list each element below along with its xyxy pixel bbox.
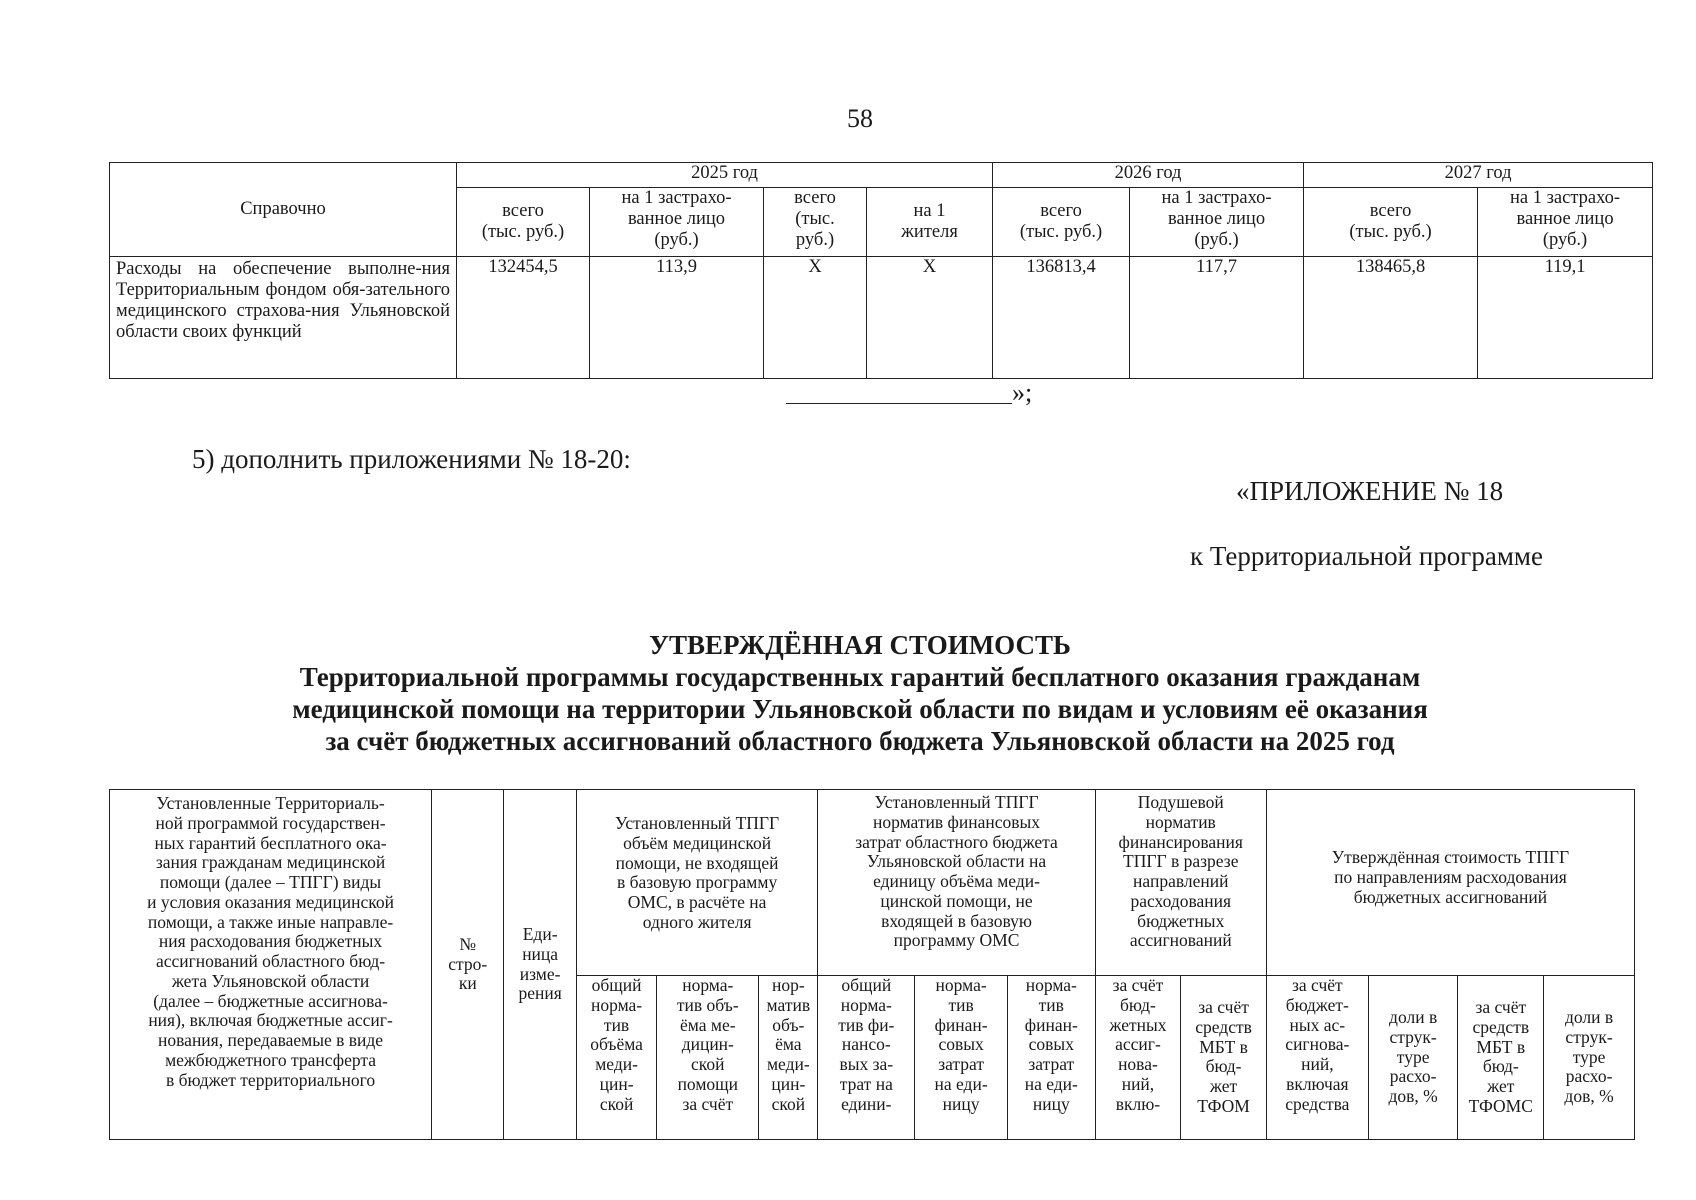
col-2025-total: всего (тыс. руб.) <box>457 188 590 257</box>
row-value: 136813,4 <box>993 257 1130 379</box>
volume-group-header: Установленный ТПГГ объём медицинской помощи, не входящей в базовую программу ОМС, в расчёте на одного жителя <box>576 790 818 976</box>
closing-rule <box>786 403 1012 404</box>
subcol-header: за счёт средств МБТ в бюд- жет ТФОМ <box>1181 976 1267 1140</box>
col-2025-per-resident: на 1 жителя <box>867 188 993 257</box>
year-2026-header: 2026 год <box>993 163 1304 188</box>
col-2025-per-insured: на 1 застрахо- ванное лицо (руб.) <box>590 188 764 257</box>
year-2027-header: 2027 год <box>1304 163 1653 188</box>
subcol-header: доли в струк- туре расхо- дов, % <box>1368 976 1458 1140</box>
subcol-header: за счёт бюджет- ных ас- сигнова- ний, включая средства <box>1266 976 1368 1140</box>
closing-mark: »; <box>1012 378 1033 407</box>
subcol-header: норма- тив финан- совых затрат на еди- ницу <box>1007 976 1095 1140</box>
per-capita-group-header: Подушевой норматив финансирования ТПГГ в разрезе направлений расходования бюджетных ассигнований <box>1095 790 1266 976</box>
subcol-header: за счёт средств МБТ в бюд- жет ТФОМС <box>1458 976 1544 1140</box>
row-value: 113,9 <box>590 257 764 379</box>
subcol-header: общий норма- тив объёма меди- цин- ской <box>576 976 657 1140</box>
subcol-header: норма- тив объ- ёма ме- дицин- ской помощи за счёт <box>657 976 759 1140</box>
approved-cost-group-header: Утверждённая стоимость ТПГГ по направлениям расходования бюджетных ассигнований <box>1266 790 1634 976</box>
col-2025-total-2: всего (тыс. руб.) <box>764 188 867 257</box>
appendix-reference: к Территориальной программе <box>1190 541 1543 571</box>
row-value: 117,7 <box>1130 257 1304 379</box>
page-number: 58 <box>847 104 873 133</box>
reference-table <box>109 162 1653 379</box>
col-2027-total: всего (тыс. руб.) <box>1304 188 1478 257</box>
row-value: 132454,5 <box>457 257 590 379</box>
row-value: Х <box>867 257 993 379</box>
document-subtitle: Территориальной программы государственных гарантий бесплатного оказания гражданам медицинской помощи на территории Ульяновской области по видам и условиям её оказания за счёт бюджетных ассигнований областного бюджета Ульяновской области на 2025 год <box>292 662 1428 756</box>
subcol-header: общий норма- тив фи- нансо- вых за- трат на едини- <box>818 976 915 1140</box>
col-2027-per-insured: на 1 застрахо- ванное лицо (руб.) <box>1478 188 1653 257</box>
table-row <box>110 257 1653 379</box>
subcol-header: доли в струк- туре расхо- дов, % <box>1544 976 1635 1140</box>
cost-table <box>109 789 1635 1140</box>
type-conditions-header: Установленные Территориаль- ной программой государствен- ных гарантий бесплатного ока- зания гражданам медицинской помощи (далее – ТПГГ) виды и условия оказания медицинской помощи, а также иные направле- ния расходования бюджетных ассигнований областного бюд- жета Ульяновской области (далее – бюджетные ассигнова- ния), включая бюджетные ассиг- нования, передаваемые в виде межбюджетного трансферта в бюджет территориального <box>110 790 432 1140</box>
document-title: УТВЕРЖДЁННАЯ СТОИМОСТЬ <box>649 630 1071 660</box>
reference-label-header: Справочно <box>110 163 457 257</box>
cost-norm-group-header: Установленный ТПГГ норматив финансовых затрат областного бюджета Ульяновской области на единицу объёма меди- цинской помощи, не входящей в базовую программу ОМС <box>818 790 1095 976</box>
subcol-header: норма- тив финан- совых затрат на еди- ницу <box>915 976 1008 1140</box>
unit-header: Еди- ница изме- рения <box>504 790 576 1140</box>
year-2025-header: 2025 год <box>457 163 993 188</box>
row-value: 119,1 <box>1478 257 1653 379</box>
col-2026-per-insured: на 1 застрахо- ванное лицо (руб.) <box>1130 188 1304 257</box>
subcol-header: за счёт бюд- жетных ассиг- нова- ний, вклю- <box>1095 976 1181 1140</box>
col-2026-total: всего (тыс. руб.) <box>993 188 1130 257</box>
amendment-text: 5) дополнить приложениями № 18-20: <box>192 444 631 474</box>
row-number-header: № стро- ки <box>432 790 504 1140</box>
row-label: Расходы на обеспечение выполне-ния Территориальным фондом обя-зательного медицинского страхова-ния Ульяновской области своих функций <box>110 257 457 379</box>
row-value: 138465,8 <box>1304 257 1478 379</box>
subcol-header: нор- матив объ- ёма меди- цин- ской <box>759 976 818 1140</box>
row-value: Х <box>764 257 867 379</box>
appendix-number: «ПРИЛОЖЕНИЕ № 18 <box>1236 476 1504 506</box>
